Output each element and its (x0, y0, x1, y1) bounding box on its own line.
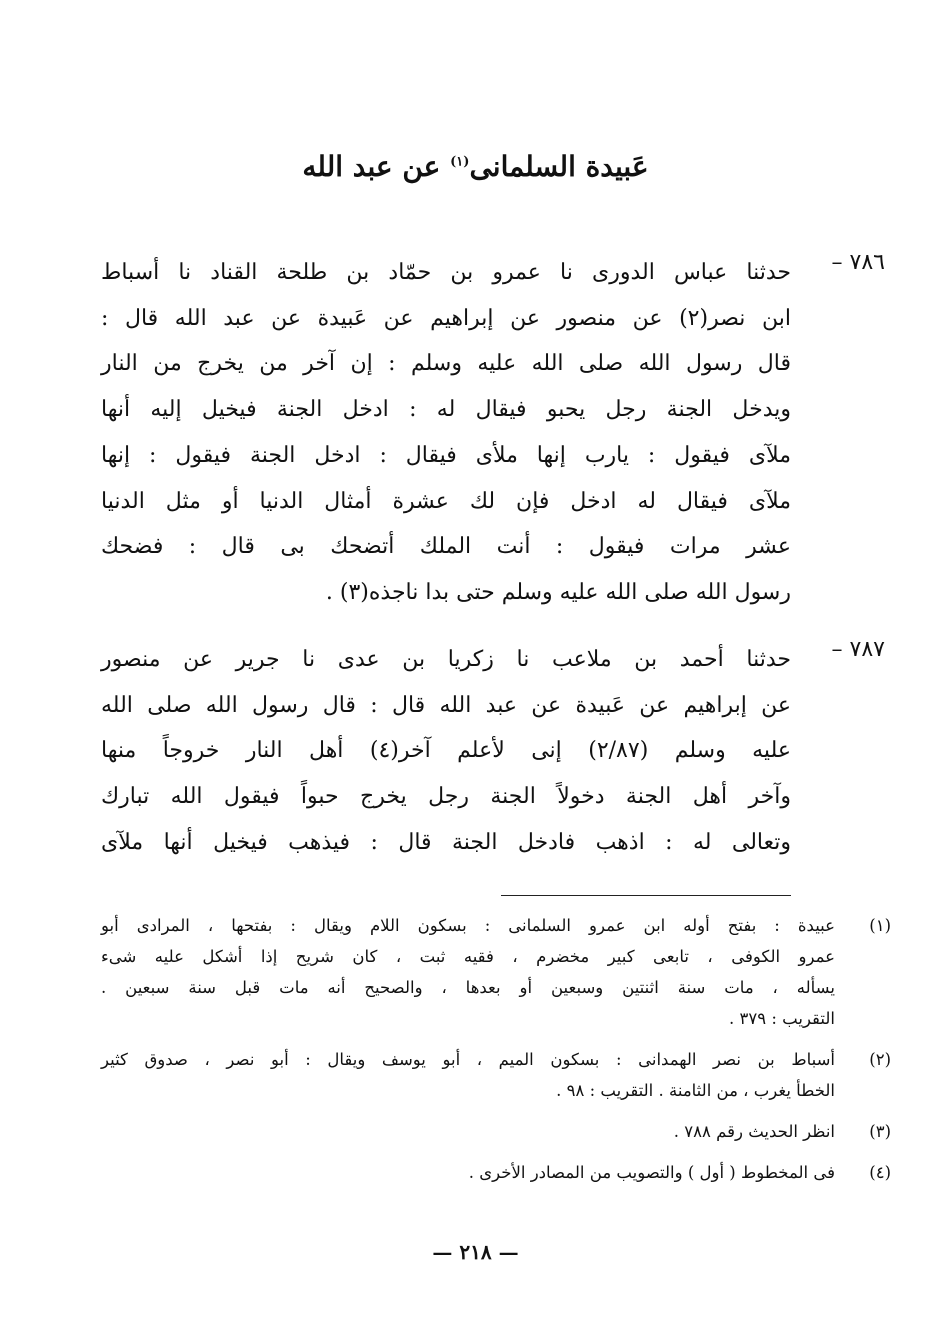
footnote-text (101, 1044, 835, 1106)
hadith-787 (101, 637, 791, 866)
hadith-line: ابن نصر(٢) عن منصور عن إبراهيم عن عَبيدة عن عبد الله قال : (101, 305, 791, 331)
hadith-line: ملآى فيقال له ادخل فإن لك عشرة أمثال الدنيا أو مثل الدنيا (101, 488, 791, 514)
section-title-footnote-ref: (١) (450, 154, 470, 170)
footnote-number: (١) (869, 916, 891, 935)
section-title (0, 150, 951, 183)
footnote-line: عبيدة : بفتح أوله ابن عمرو السلمانى : بسكون اللام ويقال : بفتحها ، المرادى أبو (101, 916, 835, 935)
hadith-line: رسول الله صلى الله عليه وسلم حتى بدا ناجذه(٣) . (325, 579, 791, 605)
footnotes (101, 910, 891, 1198)
hadith-line: عشر مرات فيقول : أنت الملك أتضحك بى قال : فضحك (101, 534, 791, 560)
footnote-line: عمرو الكوفى ، تابعى كبير مخضرم ، فقيه ثبت ، كان شريح إذا أشكل عليه شىء (101, 947, 835, 966)
footnote-number: (٤) (869, 1163, 891, 1182)
footnote-line: أسباط بن نصر الهمدانى : بسكون الميم ، أبو يوسف ويقال : أبو نصر ، صدوق كثير (101, 1050, 835, 1069)
hadith-line: قال رسول الله صلى الله عليه وسلم : إن آخر من يخرج من النار (101, 351, 791, 377)
footnote-number: (٢) (869, 1050, 891, 1069)
page-number: — ٢١٨ — (432, 1240, 519, 1264)
hadith-line: ملآى فيقول : يارب إنها ملأى فيقال : ادخل الجنة فيقول : إنها (101, 442, 791, 468)
footnote-text (101, 910, 835, 1034)
footnote-line: فى المخطوط ( أول ) والتصويب من المصادر الأخرى . (468, 1163, 835, 1182)
footnote-number: (٣) (869, 1122, 891, 1141)
hadith-number-787: ٧٨٧ – (831, 637, 885, 662)
section-title-text: عَبيدة السلمانى (469, 150, 649, 183)
hadith-line: ويدخل الجنة رجل يحبو فيقال له : ادخل الجنة فيخيل إليه أنها (101, 397, 791, 423)
footnote-text (101, 1116, 835, 1147)
section-title-text-end: عن عبد الله (302, 150, 451, 183)
hadith-line: وتعالى له : اذهب فادخل الجنة قال : فيذهب فيخيل أنها ملآى (101, 829, 791, 855)
hadith-line: عن إبراهيم عن عَبيدة عن عبد الله قال : قال رسول الله صلى الله (101, 692, 791, 718)
footnote-3 (101, 1116, 891, 1147)
footnote-2 (101, 1044, 891, 1106)
footnote-line: الخطأ يغرب ، من الثامنة . التقريب : ٩٨ . (556, 1081, 835, 1100)
hadith-number-786: ٧٨٦ – (831, 250, 885, 275)
hadith-line: حدثنا عباس الدورى نا عمرو بن حمّاد بن طلحة القناد نا أسباط (101, 260, 791, 285)
footnote-1 (101, 910, 891, 1034)
footnote-line: انظر الحديث رقم ٧٨٨ . (673, 1122, 835, 1141)
footnote-line: يسأله ، مات سنة اثنتين وسبعين أو بعدها ، والصحيح أنه مات قبل سنة سبعين . (101, 978, 835, 997)
footnote-4 (101, 1157, 891, 1188)
footnote-divider (501, 895, 791, 896)
footnote-text (101, 1157, 835, 1188)
footnote-line: التقريب : ٣٧٩ . (729, 1009, 835, 1028)
hadith-line: حدثنا أحمد بن ملاعب نا زكريا بن عدى نا جرير عن منصور (101, 647, 791, 672)
hadith-line: عليه وسلم (٢/٨٧) إنى لأعلم آخر(٤) أهل النار خروجاً منها (101, 738, 791, 764)
hadith-786 (101, 250, 791, 616)
hadith-line: وآخر أهل الجنة دخولاً الجنة رجل يخرج حبواً فيقول الله تبارك (101, 784, 791, 810)
